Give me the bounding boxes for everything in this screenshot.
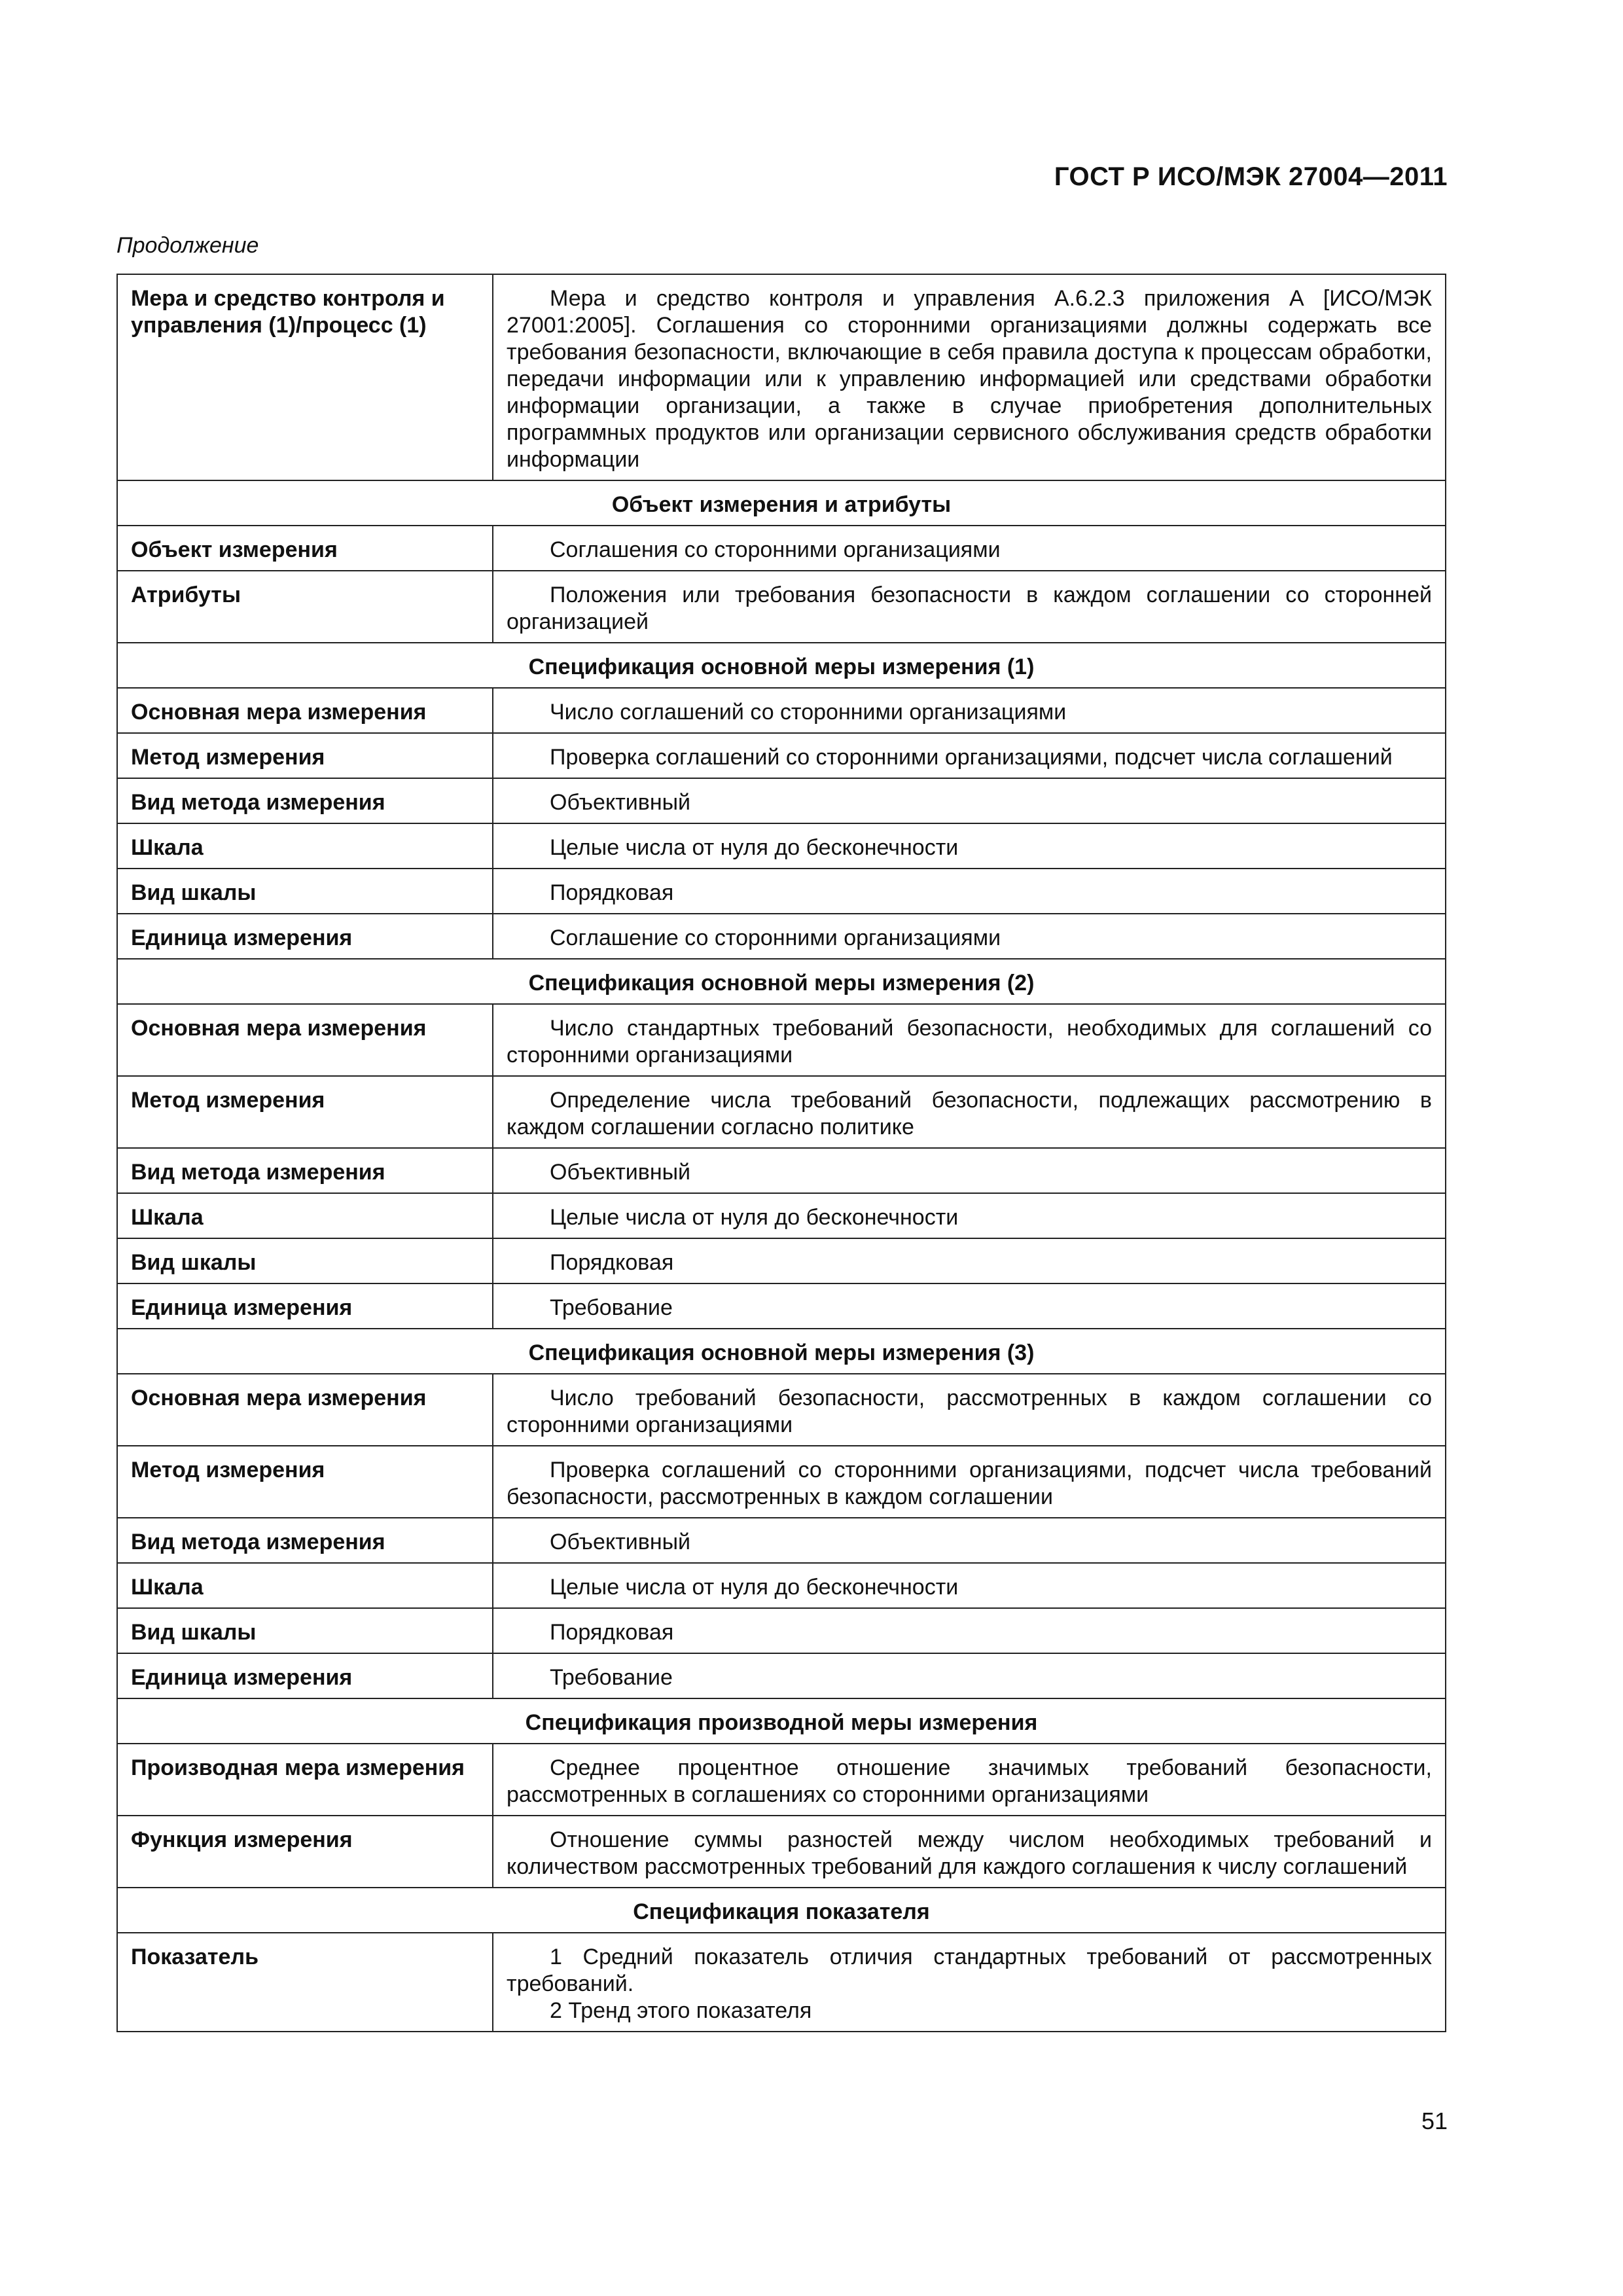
row-value: Проверка соглашений со сторонними организациями, подсчет числа требований безопасности, рассмотренных в каждом соглашении bbox=[493, 1446, 1446, 1518]
measure-specification-table bbox=[116, 274, 1446, 2032]
row-key: Вид шкалы bbox=[117, 1608, 493, 1653]
row-value: Число соглашений со сторонними организациями bbox=[493, 688, 1446, 733]
indicator-item: 2 Тренд этого показателя bbox=[550, 1998, 812, 2023]
table-row bbox=[117, 526, 1446, 571]
row-value: Объективный bbox=[493, 1148, 1446, 1193]
row-value: Среднее процентное отношение значимых требований безопасности, рассмотренных в соглашениях со сторонними организациями bbox=[493, 1744, 1446, 1816]
table-row bbox=[117, 1238, 1446, 1283]
row-key: Единица измерения bbox=[117, 1653, 493, 1698]
table-row bbox=[117, 1148, 1446, 1193]
table-row bbox=[117, 1076, 1446, 1148]
row-key: Единица измерения bbox=[117, 1283, 493, 1329]
table-row bbox=[117, 1816, 1446, 1888]
row-key: Метод измерения bbox=[117, 1446, 493, 1518]
table-row bbox=[117, 571, 1446, 643]
table-row bbox=[117, 823, 1446, 869]
row-key: Основная мера измерения bbox=[117, 1374, 493, 1446]
row-key: Вид метода измерения bbox=[117, 1148, 493, 1193]
table-row bbox=[117, 688, 1446, 733]
section-title: Спецификация основной меры измерения (2) bbox=[117, 959, 1446, 1004]
section-header-row bbox=[117, 1329, 1446, 1374]
table-row bbox=[117, 1933, 1446, 2032]
table-row bbox=[117, 869, 1446, 914]
section-header-row bbox=[117, 1698, 1446, 1744]
row-key: Функция измерения bbox=[117, 1816, 493, 1888]
row-value: Порядковая bbox=[493, 1238, 1446, 1283]
section-title: Спецификация производной меры измерения bbox=[117, 1698, 1446, 1744]
section-header-row bbox=[117, 959, 1446, 1004]
row-key: Шкала bbox=[117, 1563, 493, 1608]
table-row bbox=[117, 1283, 1446, 1329]
page-number: 51 bbox=[1421, 2108, 1448, 2134]
table-row bbox=[117, 274, 1446, 480]
section-header-row bbox=[117, 1888, 1446, 1933]
row-key: Мера и средство контроля и управления (1)/процесс (1) bbox=[117, 274, 493, 480]
row-value bbox=[493, 1933, 1446, 2032]
section-title: Спецификация основной меры измерения (3) bbox=[117, 1329, 1446, 1374]
section-title: Объект измерения и атрибуты bbox=[117, 480, 1446, 526]
row-value: Соглашения со сторонними организациями bbox=[493, 526, 1446, 571]
section-title: Спецификация основной меры измерения (1) bbox=[117, 643, 1446, 688]
row-key: Атрибуты bbox=[117, 571, 493, 643]
row-key: Шкала bbox=[117, 1193, 493, 1238]
row-value: Целые числа от нуля до бесконечности bbox=[493, 1563, 1446, 1608]
row-value: Число стандартных требований безопасности, необходимых для соглашений со сторонними организациями bbox=[493, 1004, 1446, 1076]
row-key: Вид шкалы bbox=[117, 869, 493, 914]
row-value: Порядковая bbox=[493, 869, 1446, 914]
row-key: Метод измерения bbox=[117, 733, 493, 778]
row-value: Целые числа от нуля до бесконечности bbox=[493, 823, 1446, 869]
row-value: Объективный bbox=[493, 778, 1446, 823]
row-key: Шкала bbox=[117, 823, 493, 869]
table-row bbox=[117, 733, 1446, 778]
row-key: Метод измерения bbox=[117, 1076, 493, 1148]
table-row bbox=[117, 1193, 1446, 1238]
section-header-row bbox=[117, 480, 1446, 526]
row-value: Требование bbox=[493, 1283, 1446, 1329]
table-row bbox=[117, 1004, 1446, 1076]
table-row bbox=[117, 1446, 1446, 1518]
row-value: Определение числа требований безопасности, подлежащих рассмотрению в каждом соглашении согласно политике bbox=[493, 1076, 1446, 1148]
row-key: Вид метода измерения bbox=[117, 778, 493, 823]
row-key: Вид шкалы bbox=[117, 1238, 493, 1283]
document-standard-header: ГОСТ Р ИСО/МЭК 27004—2011 bbox=[1054, 162, 1448, 191]
row-value: Положения или требования безопасности в каждом соглашении со сторонней организацией bbox=[493, 571, 1446, 643]
table-row bbox=[117, 914, 1446, 959]
table-row bbox=[117, 778, 1446, 823]
row-key: Производная мера измерения bbox=[117, 1744, 493, 1816]
row-key: Объект измерения bbox=[117, 526, 493, 571]
row-value: Требование bbox=[493, 1653, 1446, 1698]
row-value: Соглашение со сторонними организациями bbox=[493, 914, 1446, 959]
table-row bbox=[117, 1518, 1446, 1563]
row-value: Мера и средство контроля и управления А.6.2.3 приложения А [ИСО/МЭК 27001:2005]. Соглашения со сторонними организациями должны содержать все требования безопасности, включающие в себя правила доступа к процессам обработки, передачи информации или к управлению информацией или средствами обработки информации организации, а также в случае приобретения дополнительных программных продуктов или организации сервисного обслуживания средств обработки информации bbox=[493, 274, 1446, 480]
table-row bbox=[117, 1563, 1446, 1608]
row-key: Основная мера измерения bbox=[117, 688, 493, 733]
table-row bbox=[117, 1608, 1446, 1653]
row-value: Целые числа от нуля до бесконечности bbox=[493, 1193, 1446, 1238]
continuation-label: Продолжение bbox=[116, 233, 259, 258]
table-row bbox=[117, 1653, 1446, 1698]
indicator-item: 1 Средний показатель отличия стандартных требований от рассмотренных требований. bbox=[507, 1945, 1432, 1996]
section-header-row bbox=[117, 643, 1446, 688]
table-row bbox=[117, 1374, 1446, 1446]
section-title: Спецификация показателя bbox=[117, 1888, 1446, 1933]
row-key: Единица измерения bbox=[117, 914, 493, 959]
row-key: Основная мера измерения bbox=[117, 1004, 493, 1076]
row-value: Отношение суммы разностей между числом необходимых требований и количеством рассмотренных требований для каждого соглашения к числу соглашений bbox=[493, 1816, 1446, 1888]
table-row bbox=[117, 1744, 1446, 1816]
row-key: Показатель bbox=[117, 1933, 493, 2032]
row-value: Объективный bbox=[493, 1518, 1446, 1563]
row-key: Вид метода измерения bbox=[117, 1518, 493, 1563]
row-value: Число требований безопасности, рассмотренных в каждом соглашении со сторонними организациями bbox=[493, 1374, 1446, 1446]
row-value: Проверка соглашений со сторонними организациями, подсчет числа соглашений bbox=[493, 733, 1446, 778]
row-value: Порядковая bbox=[493, 1608, 1446, 1653]
